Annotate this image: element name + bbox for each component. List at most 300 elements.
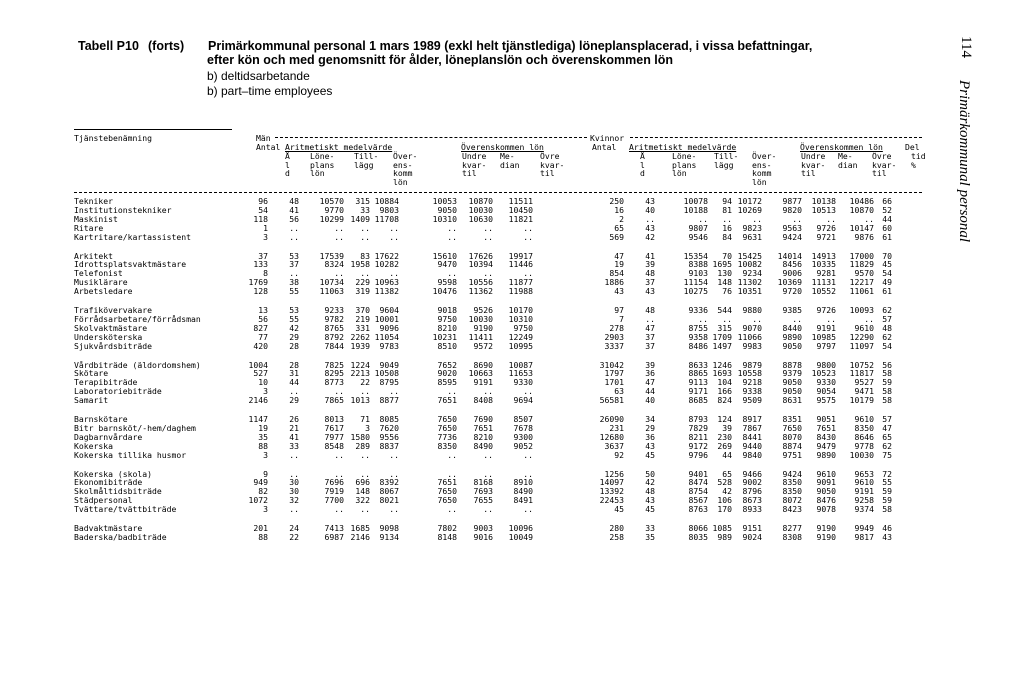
table-cell: 9509 xyxy=(742,395,762,406)
table-cell: 7919 xyxy=(324,486,344,497)
table-cell: .. xyxy=(645,313,655,324)
table-cell: 41 xyxy=(645,250,655,261)
table-cell: 10351 xyxy=(737,286,762,297)
table-cell: 8210 xyxy=(437,322,457,333)
table-cell: 10147 xyxy=(849,222,874,233)
table-cell: 19917 xyxy=(508,250,533,261)
table-cell: 9054 xyxy=(816,386,836,397)
table-cell: 9466 xyxy=(742,468,762,479)
men-me-1: Me- xyxy=(500,151,515,161)
table-cell: 148 xyxy=(355,486,370,497)
table-cell: 9050 xyxy=(782,386,802,397)
table-cell: 9050 xyxy=(782,377,802,388)
table-cell: 88 xyxy=(258,440,268,451)
women-ovre-col xyxy=(872,152,896,178)
table-cell: 315 xyxy=(717,322,732,333)
table-cell: 10734 xyxy=(319,277,344,288)
table-cell: 8308 xyxy=(782,531,802,542)
table-cell: 9151 xyxy=(742,523,762,533)
women-a-1: Å xyxy=(640,151,645,161)
table-cell: 47 xyxy=(645,377,655,388)
table-cell: 8878 xyxy=(782,359,802,370)
men-a-2: l xyxy=(285,159,290,170)
table-cell: 76 xyxy=(722,286,732,297)
table-cell: 9113 xyxy=(688,377,708,388)
table-cell: 331 xyxy=(355,322,370,333)
occupation-name: Arbetsledare xyxy=(74,286,133,297)
table-cell: 544 xyxy=(717,305,732,315)
table-cell: 12249 xyxy=(508,331,533,342)
table-cell: 11411 xyxy=(468,331,493,342)
table-cell: 59 xyxy=(882,377,892,388)
table-cell: 10450 xyxy=(508,204,533,215)
table-cell: 7650 xyxy=(437,486,457,497)
table-cell: 8168 xyxy=(473,477,493,488)
table-cell: 11061 xyxy=(849,286,874,297)
table-cell: .. xyxy=(334,222,344,233)
table-cell: .. xyxy=(483,468,493,479)
table-cell: 10053 xyxy=(432,196,457,206)
table-cell: 43 xyxy=(645,222,655,233)
occupation-name: Vårdbiträde (äldordomshem) xyxy=(74,359,201,370)
table-cell: 10552 xyxy=(811,286,836,297)
table-cell: 12217 xyxy=(849,277,874,288)
table-cell: .. xyxy=(389,468,399,479)
table-cell: 1147 xyxy=(248,414,268,424)
table-cell: 15354 xyxy=(683,250,708,261)
table-cell: 13392 xyxy=(599,486,624,497)
del-pct: % xyxy=(911,159,916,170)
table-cell: 8933 xyxy=(742,504,762,515)
table-cell: 29 xyxy=(645,422,655,433)
table-cell: 11877 xyxy=(508,277,533,288)
table-cell: 7650 xyxy=(437,414,457,424)
table-cell: 11063 xyxy=(319,286,344,297)
table-cell: 1695 xyxy=(712,259,732,270)
title-line-2: efter kön och med genomsnitt för ålder, löneplanslön och överenskommen lön xyxy=(207,53,674,67)
table-cell: 8796 xyxy=(742,486,762,497)
table-cell: 258 xyxy=(609,531,624,542)
table-cell: 9191 xyxy=(473,377,493,388)
table-cell: 9750 xyxy=(437,313,457,324)
women-undre-1: Undre xyxy=(801,151,826,161)
table-cell: 43 xyxy=(645,440,655,451)
table-cell: 9631 xyxy=(742,231,762,242)
table-cell: 8755 xyxy=(688,322,708,333)
table-cell: 3 xyxy=(365,422,370,433)
table-cell: 9877 xyxy=(782,196,802,206)
table-cell: 7 xyxy=(619,313,624,324)
table-cell: 9052 xyxy=(513,440,533,451)
table-cell: 10179 xyxy=(849,395,874,406)
table-cell: 2 xyxy=(619,213,624,224)
table-cell: 9983 xyxy=(742,340,762,351)
table-cell: 63 xyxy=(614,386,624,397)
table-cell: 10630 xyxy=(468,213,493,224)
table-cell: 26 xyxy=(289,414,299,424)
women-till-2: lägg xyxy=(714,159,734,170)
table-cell: 9604 xyxy=(379,305,399,315)
occupation-name: Skolmåltidsbiträde xyxy=(74,486,162,497)
occupation-name: Ritare xyxy=(74,222,104,233)
table-cell: .. xyxy=(864,213,874,224)
women-me-1: Me- xyxy=(838,151,853,161)
table-cell: 65 xyxy=(722,468,732,479)
table-cell: 280 xyxy=(609,523,624,533)
table-cell: 9424 xyxy=(782,231,802,242)
men-overens-1: Över- xyxy=(393,151,418,161)
table-cell: 9570 xyxy=(854,268,874,279)
table-cell: 49 xyxy=(882,277,892,288)
table-cell: 22453 xyxy=(599,495,624,506)
side-title: Primärkommunal personal xyxy=(956,80,972,243)
table-row xyxy=(0,505,1024,514)
table-cell: 45 xyxy=(645,449,655,460)
table-cell: 10870 xyxy=(468,196,493,206)
men-overens-col xyxy=(393,152,417,186)
men-lone-2: plans xyxy=(310,159,335,170)
table-cell: 43 xyxy=(614,286,624,297)
men-a-col xyxy=(285,152,290,178)
table-cell: 10049 xyxy=(508,531,533,542)
table-cell: 219 xyxy=(355,313,370,324)
table-cell: 527 xyxy=(253,368,268,379)
table-cell: 9817 xyxy=(854,531,874,542)
table-cell: 17626 xyxy=(468,250,493,261)
table-cell: 7700 xyxy=(324,495,344,506)
table-cell: 10752 xyxy=(849,359,874,370)
table-cell: 9770 xyxy=(324,204,344,215)
table-cell: 11131 xyxy=(811,277,836,288)
table-cell: 1769 xyxy=(248,277,268,288)
table-cell: .. xyxy=(360,222,370,233)
table-cell: 8066 xyxy=(688,523,708,533)
table-cell: 59 xyxy=(882,495,892,506)
table-cell: 827 xyxy=(253,322,268,333)
table-cell: 9385 xyxy=(782,305,802,315)
table-cell: 1013 xyxy=(350,395,370,406)
table-cell: 8035 xyxy=(688,531,708,542)
table-cell: 315 xyxy=(355,196,370,206)
del-sub-col xyxy=(911,152,926,169)
table-cell: 696 xyxy=(355,477,370,488)
table-cell: 9050 xyxy=(816,486,836,497)
table-cell: .. xyxy=(334,504,344,515)
occupation-name: Skötare xyxy=(74,368,109,379)
table-cell: .. xyxy=(792,213,802,224)
table-cell: 1072 xyxy=(248,495,268,506)
table-cell: 45 xyxy=(882,259,892,270)
women-label: Kvinnor xyxy=(590,133,625,143)
table-cell: 118 xyxy=(253,213,268,224)
occupation-name: Skolvaktmästare xyxy=(74,322,148,333)
table-cell: 34 xyxy=(645,414,655,424)
men-lone-3: lön xyxy=(310,168,325,179)
women-overens-3: komm xyxy=(752,168,772,179)
table-cell: 42 xyxy=(645,231,655,242)
table-cell: 11829 xyxy=(849,259,874,270)
table-cell: 8295 xyxy=(324,368,344,379)
table-cell: 11054 xyxy=(374,331,399,342)
table-cell: 14014 xyxy=(777,250,802,261)
table-cell: 9720 xyxy=(782,286,802,297)
table-cell: 10282 xyxy=(374,259,399,270)
table-cell: 9103 xyxy=(688,268,708,279)
men-me-2: dian xyxy=(500,159,520,170)
table-cell: 61 xyxy=(882,286,892,297)
table-cell: 9653 xyxy=(854,468,874,479)
table-cell: 9190 xyxy=(816,523,836,533)
table-cell: 1085 xyxy=(712,523,732,533)
women-undre-3: til xyxy=(801,168,816,179)
women-overens-col xyxy=(752,152,776,186)
table-cell: 9281 xyxy=(816,268,836,279)
women-a-3: d xyxy=(640,168,645,179)
table-row xyxy=(0,287,1024,296)
occupation-name: Kokerska tillika husmor xyxy=(74,449,187,460)
table-cell: 9006 xyxy=(782,268,802,279)
table-cell: 48 xyxy=(289,196,299,206)
men-undre-col xyxy=(462,152,486,178)
table-cell: 1004 xyxy=(248,359,268,370)
table-cell: 10570 xyxy=(319,196,344,206)
table-cell: 10082 xyxy=(737,259,762,270)
table-cell: 7620 xyxy=(379,422,399,433)
table-cell: 65 xyxy=(614,222,624,233)
men-label: Män xyxy=(256,133,271,143)
occupation-name: Kartritare/kartassistent xyxy=(74,231,191,242)
table-cell: 8440 xyxy=(782,322,802,333)
table-cell: 1497 xyxy=(712,340,732,351)
table-cell: 9330 xyxy=(513,377,533,388)
table-cell: 8351 xyxy=(782,414,802,424)
table-cell: 3337 xyxy=(604,340,624,351)
women-overens-4: lön xyxy=(752,176,767,187)
table-cell: 9610 xyxy=(854,477,874,488)
table-cell: 10556 xyxy=(468,277,493,288)
table-cell: 62 xyxy=(882,331,892,342)
table-cell: 9800 xyxy=(816,359,836,370)
table-cell: 28 xyxy=(289,340,299,351)
table-cell: 9694 xyxy=(513,395,533,406)
table-cell: 8486 xyxy=(688,340,708,351)
table-cell: 10138 xyxy=(811,196,836,206)
table-cell: 56 xyxy=(258,313,268,324)
table-cell: 10172 xyxy=(737,196,762,206)
table-cell: 11154 xyxy=(683,277,708,288)
table-cell: 1693 xyxy=(712,368,732,379)
table-cell: 10231 xyxy=(432,331,457,342)
table-cell: 17000 xyxy=(849,250,874,261)
table-cell: 82 xyxy=(258,486,268,497)
table-cell: 9807 xyxy=(688,222,708,233)
table-cell: 10508 xyxy=(374,368,399,379)
table-cell: 10299 xyxy=(319,213,344,224)
table-cell: 8595 xyxy=(437,377,457,388)
women-a-col xyxy=(640,152,645,178)
table-cell: 9016 xyxy=(473,531,493,542)
table-cell: .. xyxy=(289,449,299,460)
men-lone-1: Löne- xyxy=(310,151,335,161)
table-cell: 10093 xyxy=(849,305,874,315)
table-cell: .. xyxy=(826,313,836,324)
table-cell: 9526 xyxy=(473,305,493,315)
table-cell: 9172 xyxy=(688,440,708,451)
table-cell: .. xyxy=(447,268,457,279)
table-cell: 2146 xyxy=(248,395,268,406)
table-cell: 9258 xyxy=(854,495,874,506)
table-cell: 9374 xyxy=(854,504,874,515)
table-cell: .. xyxy=(289,386,299,397)
arit-women: Aritmetiskt medelvärde xyxy=(629,142,737,152)
table-cell: 9218 xyxy=(742,377,762,388)
table-cell: .. xyxy=(360,231,370,242)
table-cell: 33 xyxy=(645,523,655,533)
table-cell: .. xyxy=(483,268,493,279)
table-cell: 250 xyxy=(609,196,624,206)
table-cell: 10394 xyxy=(468,259,493,270)
occupation-name: Bitr barnsköt/-hem/daghem xyxy=(74,422,196,433)
table-cell: 81 xyxy=(722,204,732,215)
table-cell: 7977 xyxy=(324,431,344,442)
table-cell: 39 xyxy=(645,259,655,270)
table-cell: .. xyxy=(289,231,299,242)
table-cell: 7844 xyxy=(324,340,344,351)
table-cell: 8567 xyxy=(688,495,708,506)
table-cell: 10310 xyxy=(432,213,457,224)
occupation-name: Terapibiträde xyxy=(74,377,138,388)
table-cell: .. xyxy=(289,268,299,279)
table-cell: 229 xyxy=(355,277,370,288)
header-rule-left xyxy=(74,129,232,130)
table-cell: 14913 xyxy=(811,250,836,261)
table-cell: 45 xyxy=(614,504,624,515)
table-cell: .. xyxy=(389,268,399,279)
occupation-name: Arkitekt xyxy=(74,250,113,261)
table-cell: 48 xyxy=(882,322,892,333)
table-cell: 9091 xyxy=(816,477,836,488)
table-cell: 12290 xyxy=(849,331,874,342)
table-cell: 7696 xyxy=(324,477,344,488)
table-cell: 11362 xyxy=(468,286,493,297)
subtitle-swedish: b) deltidsarbetande xyxy=(207,69,310,83)
table-cell: 9820 xyxy=(782,204,802,215)
table-cell: 9190 xyxy=(816,531,836,542)
table-cell: 54 xyxy=(258,204,268,215)
table-cell: 10558 xyxy=(737,368,762,379)
table-cell: 231 xyxy=(609,422,624,433)
table-cell: 11821 xyxy=(508,213,533,224)
table-cell: .. xyxy=(722,213,732,224)
women-ovre-1: Övre xyxy=(872,151,892,161)
men-undre-1: Undre xyxy=(462,151,487,161)
table-cell: 8510 xyxy=(437,340,457,351)
table-cell: 12680 xyxy=(599,431,624,442)
table-cell: 8210 xyxy=(473,431,493,442)
table-row xyxy=(0,533,1024,542)
table-cell: 7413 xyxy=(324,523,344,533)
table-cell: 8877 xyxy=(379,395,399,406)
occupation-name: Musiklärare xyxy=(74,277,128,288)
table-cell: 7867 xyxy=(742,422,762,433)
men-undre-3: til xyxy=(462,168,477,179)
table-cell: 3 xyxy=(263,386,268,397)
table-cell: .. xyxy=(447,504,457,515)
table-cell: 2213 xyxy=(350,368,370,379)
table-cell: 37 xyxy=(645,331,655,342)
table-cell: 28 xyxy=(289,359,299,370)
table-cell: 42 xyxy=(722,486,732,497)
table-cell: 9479 xyxy=(816,440,836,451)
table-cell: 42 xyxy=(289,322,299,333)
occupation-name: Barnskötare xyxy=(74,414,128,424)
table-cell: 9171 xyxy=(688,386,708,397)
table-cell: 9610 xyxy=(854,322,874,333)
table-cell: 22 xyxy=(360,377,370,388)
table-cell: 59 xyxy=(882,486,892,497)
table-cell: .. xyxy=(447,386,457,397)
arit-men: Aritmetiskt medelvärde xyxy=(285,142,393,152)
table-cell: 9338 xyxy=(742,386,762,397)
table-cell: 269 xyxy=(717,440,732,451)
table-cell: 48 xyxy=(645,486,655,497)
col-header-name: Tjänstebenämning xyxy=(74,133,152,143)
table-cell: 8490 xyxy=(513,486,533,497)
table-cell: .. xyxy=(360,449,370,460)
table-cell: 3637 xyxy=(604,440,624,451)
del-label: Del xyxy=(905,142,920,152)
table-cell: 62 xyxy=(882,305,892,315)
table-cell: 8277 xyxy=(782,523,802,533)
table-cell: 148 xyxy=(717,277,732,288)
table-cell: 40 xyxy=(645,395,655,406)
table-cell: 48 xyxy=(645,305,655,315)
table-cell: 35 xyxy=(258,431,268,442)
table-cell: 1224 xyxy=(350,359,370,370)
table-cell: 15425 xyxy=(737,250,762,261)
table-cell: 10995 xyxy=(508,340,533,351)
table-cell: 72 xyxy=(882,468,892,479)
table-cell: 10663 xyxy=(468,368,493,379)
table-cell: 8793 xyxy=(688,414,708,424)
table-cell: 9051 xyxy=(816,414,836,424)
men-ovre-2: kvar- xyxy=(540,159,565,170)
table-cell: 7650 xyxy=(437,495,457,506)
occupation-name: Ekonomibiträde xyxy=(74,477,143,488)
table-cell: .. xyxy=(289,504,299,515)
table-cell: 9050 xyxy=(782,340,802,351)
women-undre-col xyxy=(801,152,825,178)
table-cell: 13 xyxy=(258,305,268,315)
table-cell: 8507 xyxy=(513,414,533,424)
table-cell: 201 xyxy=(253,523,268,533)
table-cell: 9823 xyxy=(742,222,762,233)
table-cell: 3 xyxy=(263,449,268,460)
table-cell: 9726 xyxy=(816,305,836,315)
table-cell: .. xyxy=(523,468,533,479)
table-cell: 8350 xyxy=(782,477,802,488)
table-cell: 47 xyxy=(882,422,892,433)
women-till-1: Till- xyxy=(714,151,739,161)
table-cell: 10030 xyxy=(849,449,874,460)
occupation-name: Samarit xyxy=(74,395,109,406)
table-cell: 8631 xyxy=(782,395,802,406)
table-cell: 8865 xyxy=(688,368,708,379)
table-cell: .. xyxy=(389,449,399,460)
table-title xyxy=(78,40,812,54)
table-row xyxy=(0,342,1024,351)
table-cell: 38 xyxy=(289,277,299,288)
